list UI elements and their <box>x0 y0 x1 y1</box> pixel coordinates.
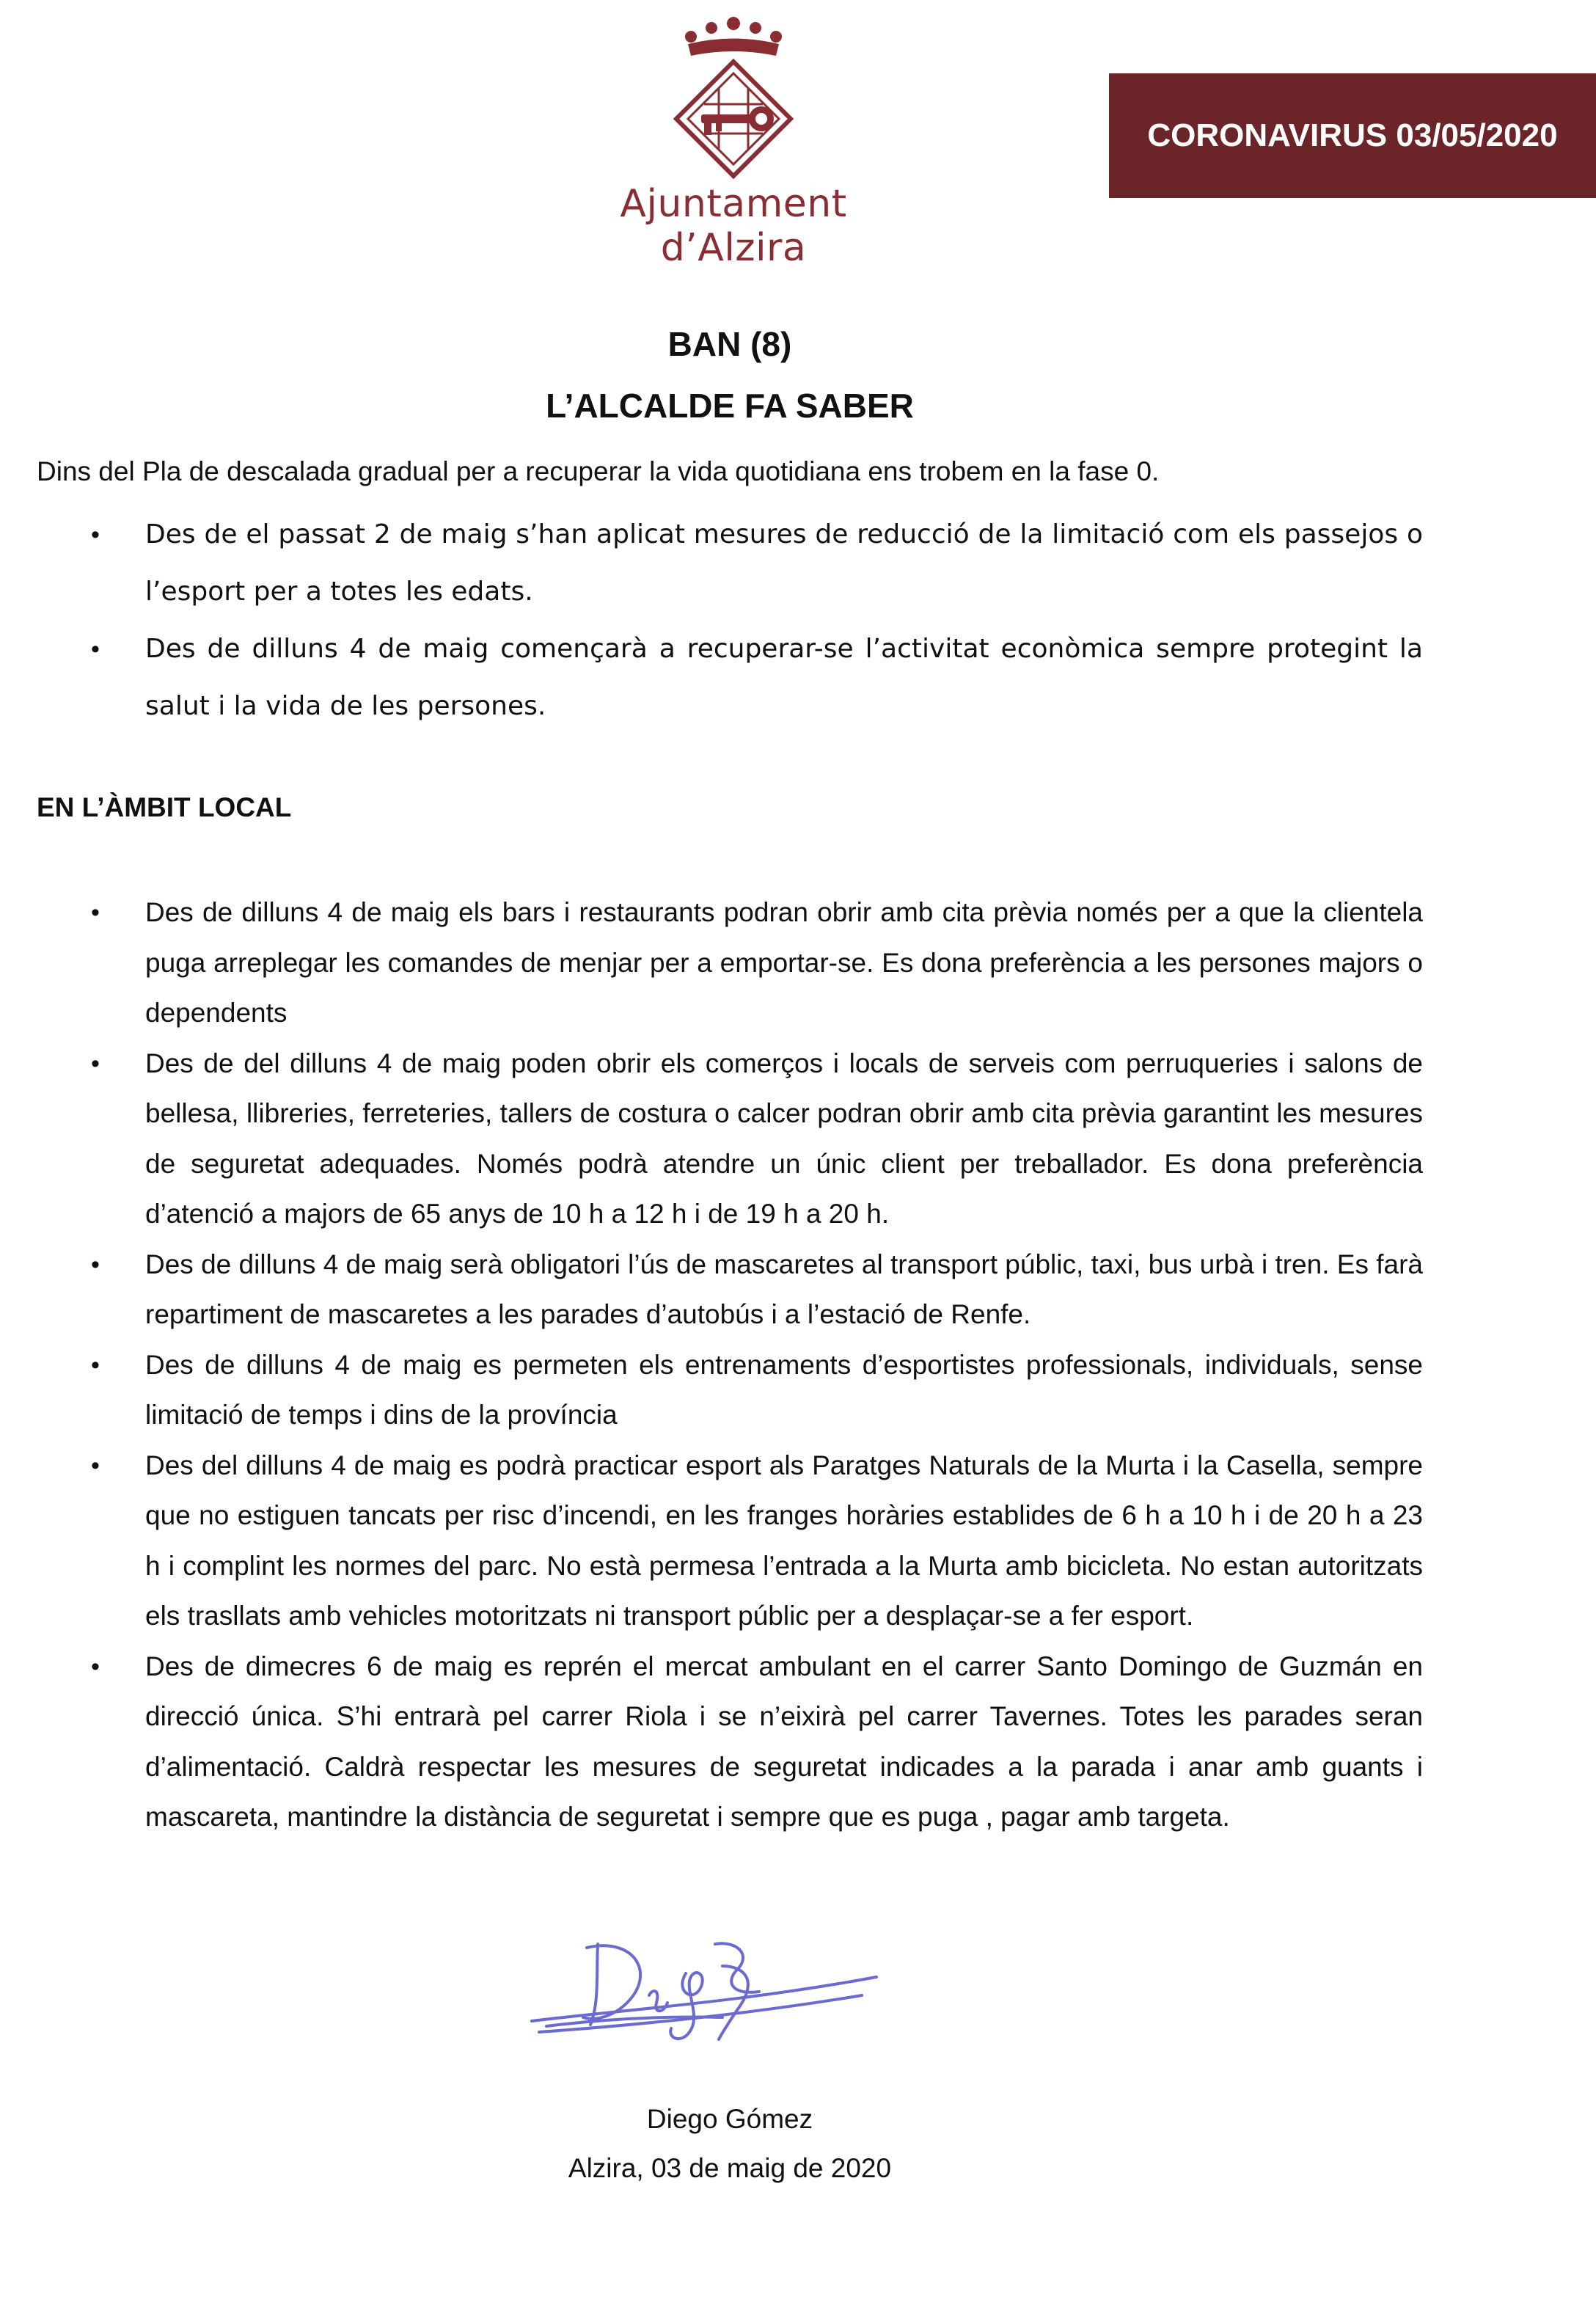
list-item <box>0 1441 1596 1642</box>
general-measures-list <box>0 506 1596 735</box>
list-item-text: Des de el passat 2 de maig s’han aplicat mesures de reducció de la limitació com els passejos o l’esport per a totes les edats. <box>145 519 1423 607</box>
announcement-title: L’ALCALDE FA SABER <box>546 387 914 425</box>
local-section-heading: EN L’ÀMBIT LOCAL <box>37 792 292 822</box>
bullet-icon: • <box>91 1351 100 1379</box>
list-item <box>0 1240 1596 1340</box>
signer-place-date: Alzira, 03 de maig de 2020 <box>568 2153 892 2183</box>
list-item-text: Des de del dilluns 4 de maig poden obrir els comerços i locals de serveis com perruqueries i salons de bellesa, llibreries, ferreteries, tallers de costura o calcer podran obrir amb cita prèvia garantint les mesures de seguretat adequades. Només podrà atendre un únic client per treballador. Es dona preferència d’atenció a majors de 65 anys de 10 h a 12 h i de 19 h a 20 h. <box>145 1048 1423 1229</box>
list-item <box>0 621 1596 735</box>
list-item-text: Des de dilluns 4 de maig els bars i restaurants podran obrir amb cita prèvia només per a que la clientela puga arreplegar les comandes de menjar per a emportar-se. Es dona preferència a les persones majors o dependents <box>145 897 1423 1028</box>
local-measures-list <box>0 888 1596 1843</box>
list-item <box>0 888 1596 1039</box>
list-item-text: Des de dilluns 4 de maig serà obligatori l’ús de mascaretes al transport públic, taxi, bus urbà i tren. Es farà repartiment de mascaretes a les parades d’autobús i a l’estació de Renfe. <box>145 1249 1423 1329</box>
signer-name: Diego Gómez <box>646 2104 813 2134</box>
list-item-text: Des de dilluns 4 de maig començarà a recuperar-se l’activitat econòmica sempre protegint la salut i la vida de les persones. <box>145 634 1423 721</box>
bullet-icon: • <box>91 1049 100 1078</box>
list-item-text: Des de dimecres 6 de maig es reprén el mercat ambulant en el carrer Santo Domingo de Guzmán en direcció única. S’hi entrarà pel carrer Riola i se n’eixirà pel carrer Tavernes. Totes les parades seran d’alimentació. Caldrà respectar les mesures de seguretat indicades a la parada i anar amb guants i mascareta, mantindre la distància de seguretat i sempre que es puga , pagar amb targeta. <box>145 1651 1423 1832</box>
bullet-icon: • <box>91 899 100 927</box>
date-banner: CORONAVIRUS 03/05/2020 <box>1109 73 1596 198</box>
ban-number-title: BAN (8) <box>667 325 792 363</box>
handwritten-signature <box>517 1922 898 2069</box>
list-item <box>0 1340 1596 1441</box>
municipal-logo <box>543 15 924 270</box>
list-item <box>0 1642 1596 1843</box>
logo-text: Ajuntament d’Alzira <box>620 182 847 270</box>
bullet-icon: • <box>91 1451 100 1480</box>
list-item-text: Des de dilluns 4 de maig es permeten els entrenaments d’esportistes professionals, individuals, sense limitació de temps i dins de la província <box>145 1349 1423 1430</box>
list-item-text: Des del dilluns 4 de maig es podrà practicar esport als Paratges Naturals de la Murta i la Casella, sempre que no estiguen tancats per risc d’incendi, en les franges horàries establides de 6 h a 10 h i de 20 h a 23 h i complint les normes del parc. No està permesa l’entrada a la Murta amb bicicleta. No estan autoritzats els trasllats amb vehicles motoritzats ni transport públic per a desplaçar-se a fer esport. <box>145 1450 1423 1631</box>
list-item <box>0 506 1596 621</box>
coat-of-arms-icon <box>667 15 799 183</box>
bullet-icon: • <box>91 521 100 549</box>
bullet-icon: • <box>91 1250 100 1279</box>
bullet-icon: • <box>91 635 100 663</box>
list-item <box>0 1039 1596 1240</box>
intro-paragraph: Dins del Pla de descalada gradual per a recuperar la vida quotidiana ens trobem en la fase 0. <box>37 456 1160 486</box>
bullet-icon: • <box>91 1652 100 1681</box>
